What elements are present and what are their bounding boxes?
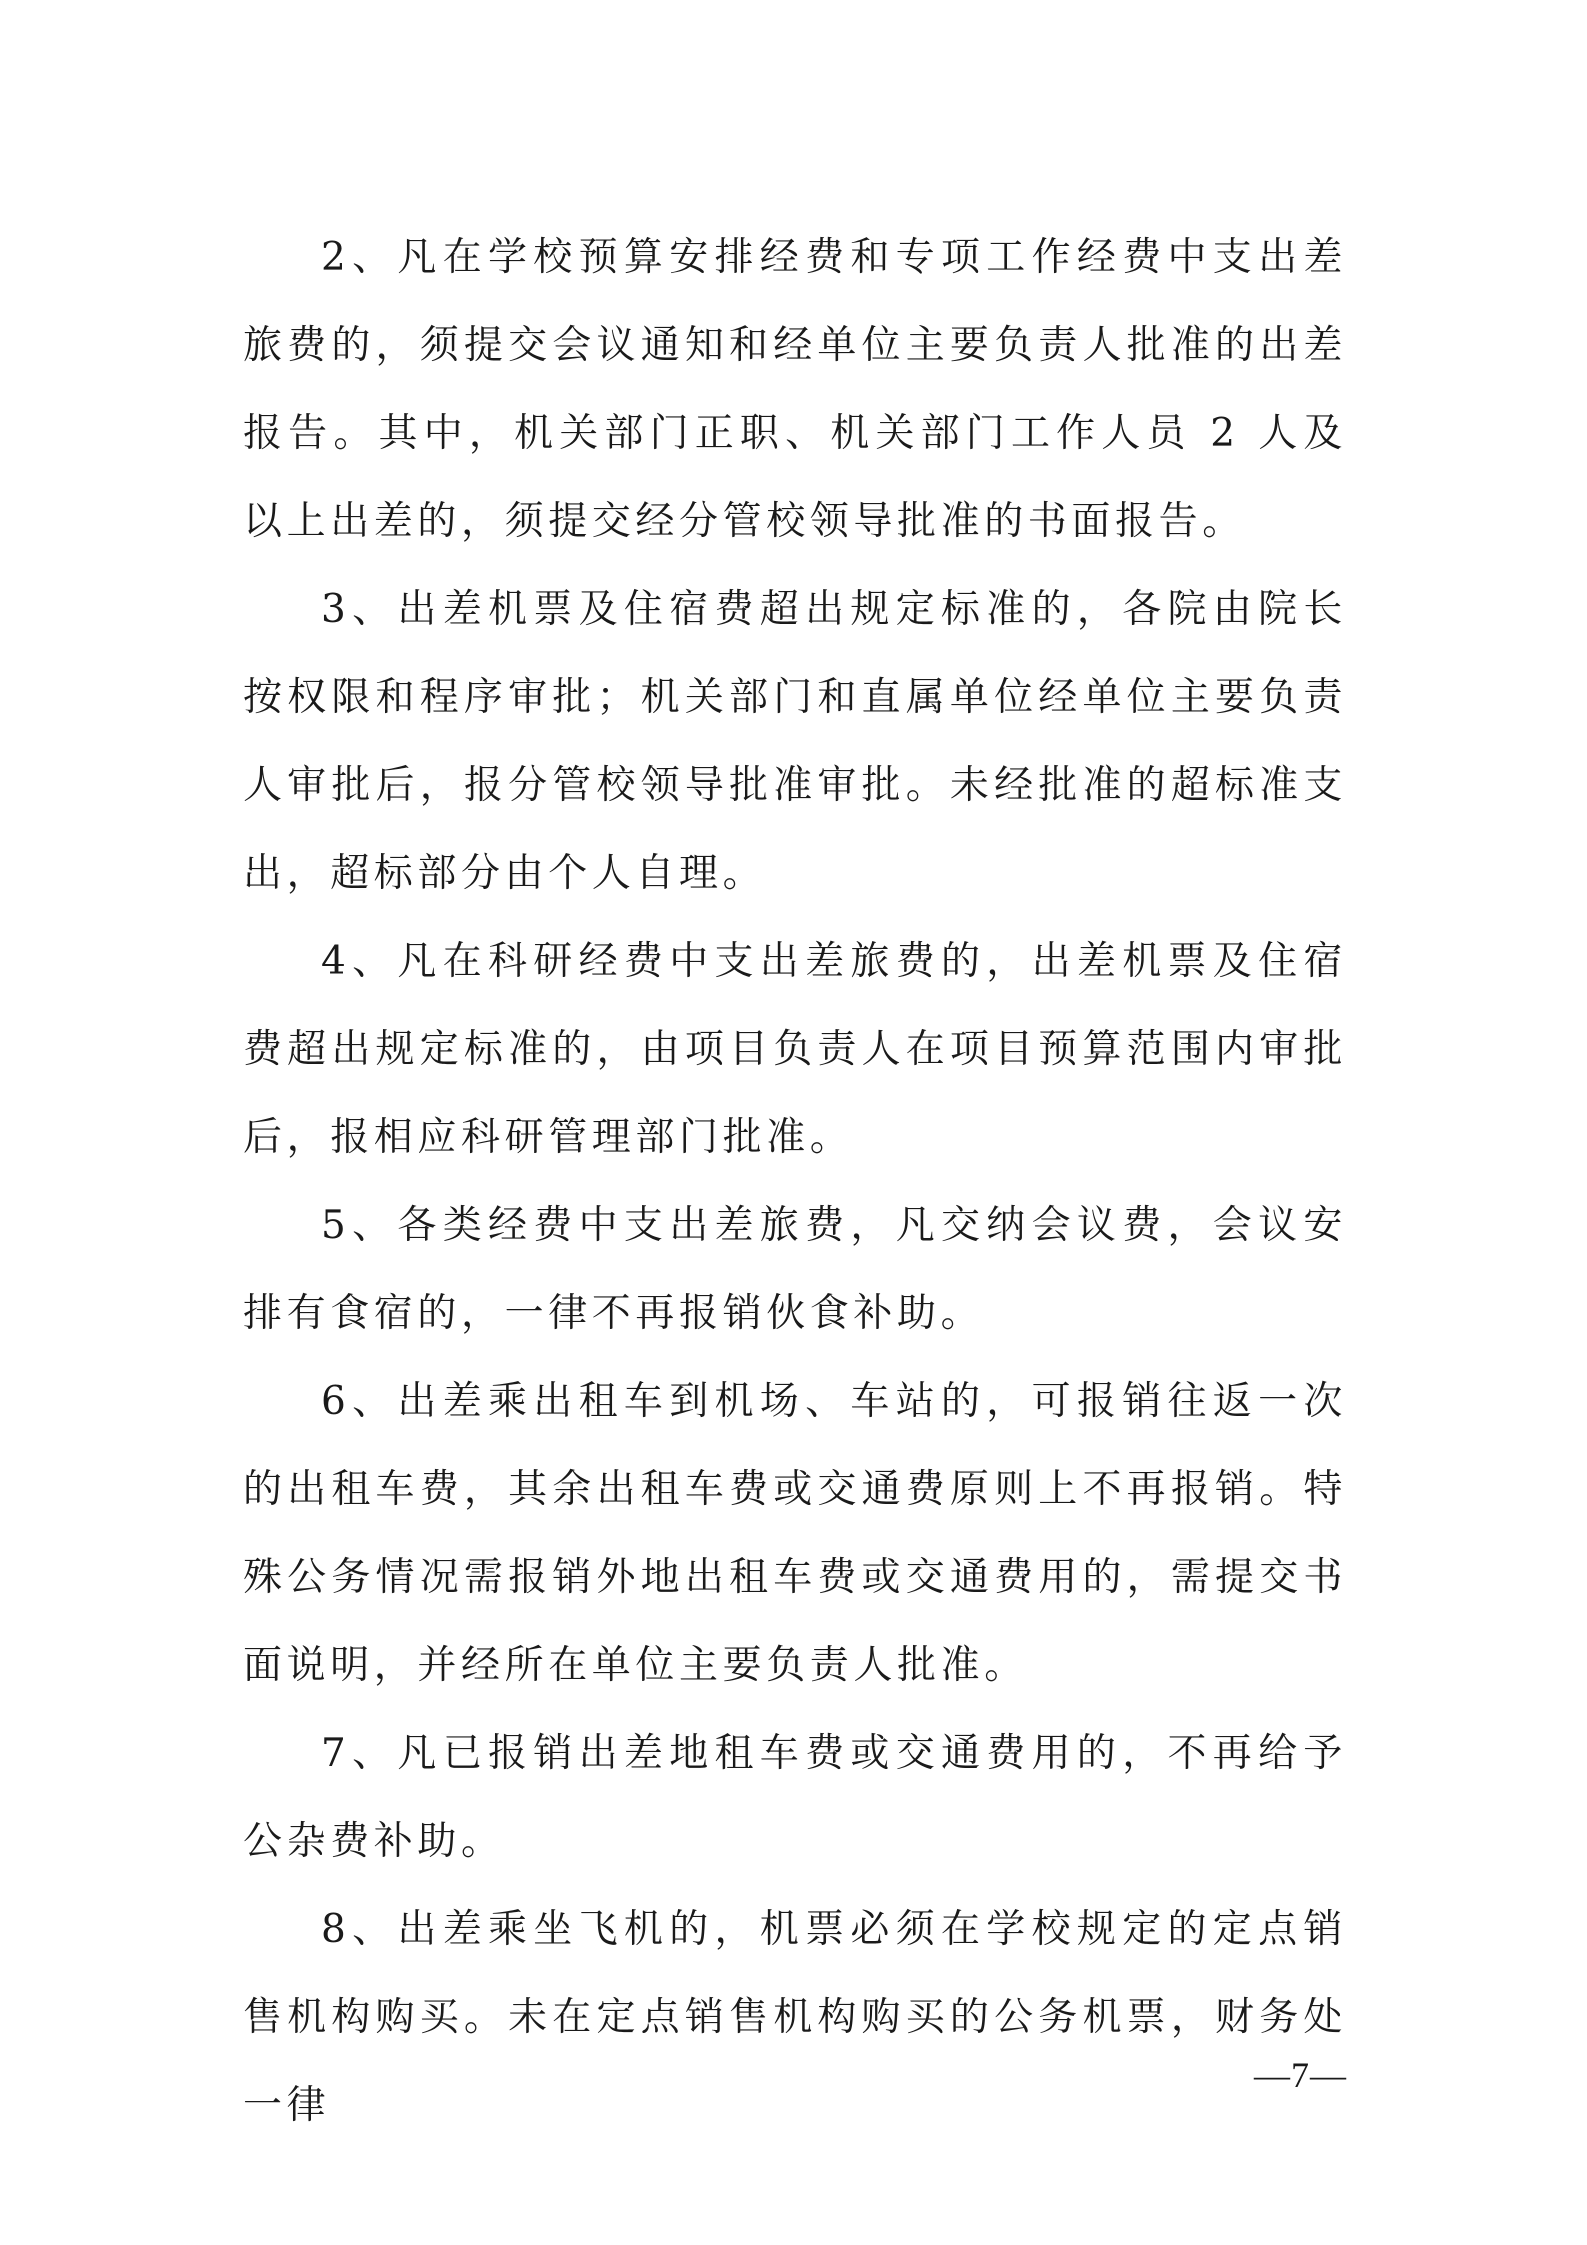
paragraph-item-5: 5、各类经费中支出差旅费，凡交纳会议费，会议安排有食宿的，一律不再报销伙食补助。: [243, 1203, 1347, 1336]
paragraph-item-4: 4、凡在科研经费中支出差旅费的，出差机票及住宿费超出规定标准的，由项目负责人在项目预算范围内审批后，报相应科研管理部门批准。: [243, 939, 1347, 1160]
page-number: —7—: [1254, 2055, 1347, 2095]
paragraph-item-3: 3、出差机票及住宿费超出规定标准的，各院由院长按权限和程序审批；机关部门和直属单位经单位主要负责人审批后，报分管校领导批准审批。未经批准的超标准支出，超标部分由个人自理。: [243, 587, 1347, 896]
paragraph-item-2: 2、凡在学校预算安排经费和专项工作经费中支出差旅费的，须提交会议通知和经单位主要负责人批准的出差报告。其中，机关部门正职、机关部门工作人员 2 人及以上出差的，须提交经分管校领导批准的书面报告。: [243, 235, 1347, 544]
paragraph-item-8: 8、出差乘坐飞机的，机票必须在学校规定的定点销售机构购买。未在定点销售机构购买的公务机票，财务处一律: [243, 1907, 1347, 2128]
paragraph-item-6: 6、出差乘出租车到机场、车站的，可报销往返一次的出租车费，其余出租车费或交通费原则上不再报销。特殊公务情况需报销外地出租车费或交通费用的，需提交书面说明，并经所在单位主要负责人批准。: [243, 1379, 1347, 1688]
paragraph-item-7: 7、凡已报销出差地租车费或交通费用的，不再给予公杂费补助。: [243, 1731, 1347, 1864]
document-body: [243, 214, 1347, 2150]
